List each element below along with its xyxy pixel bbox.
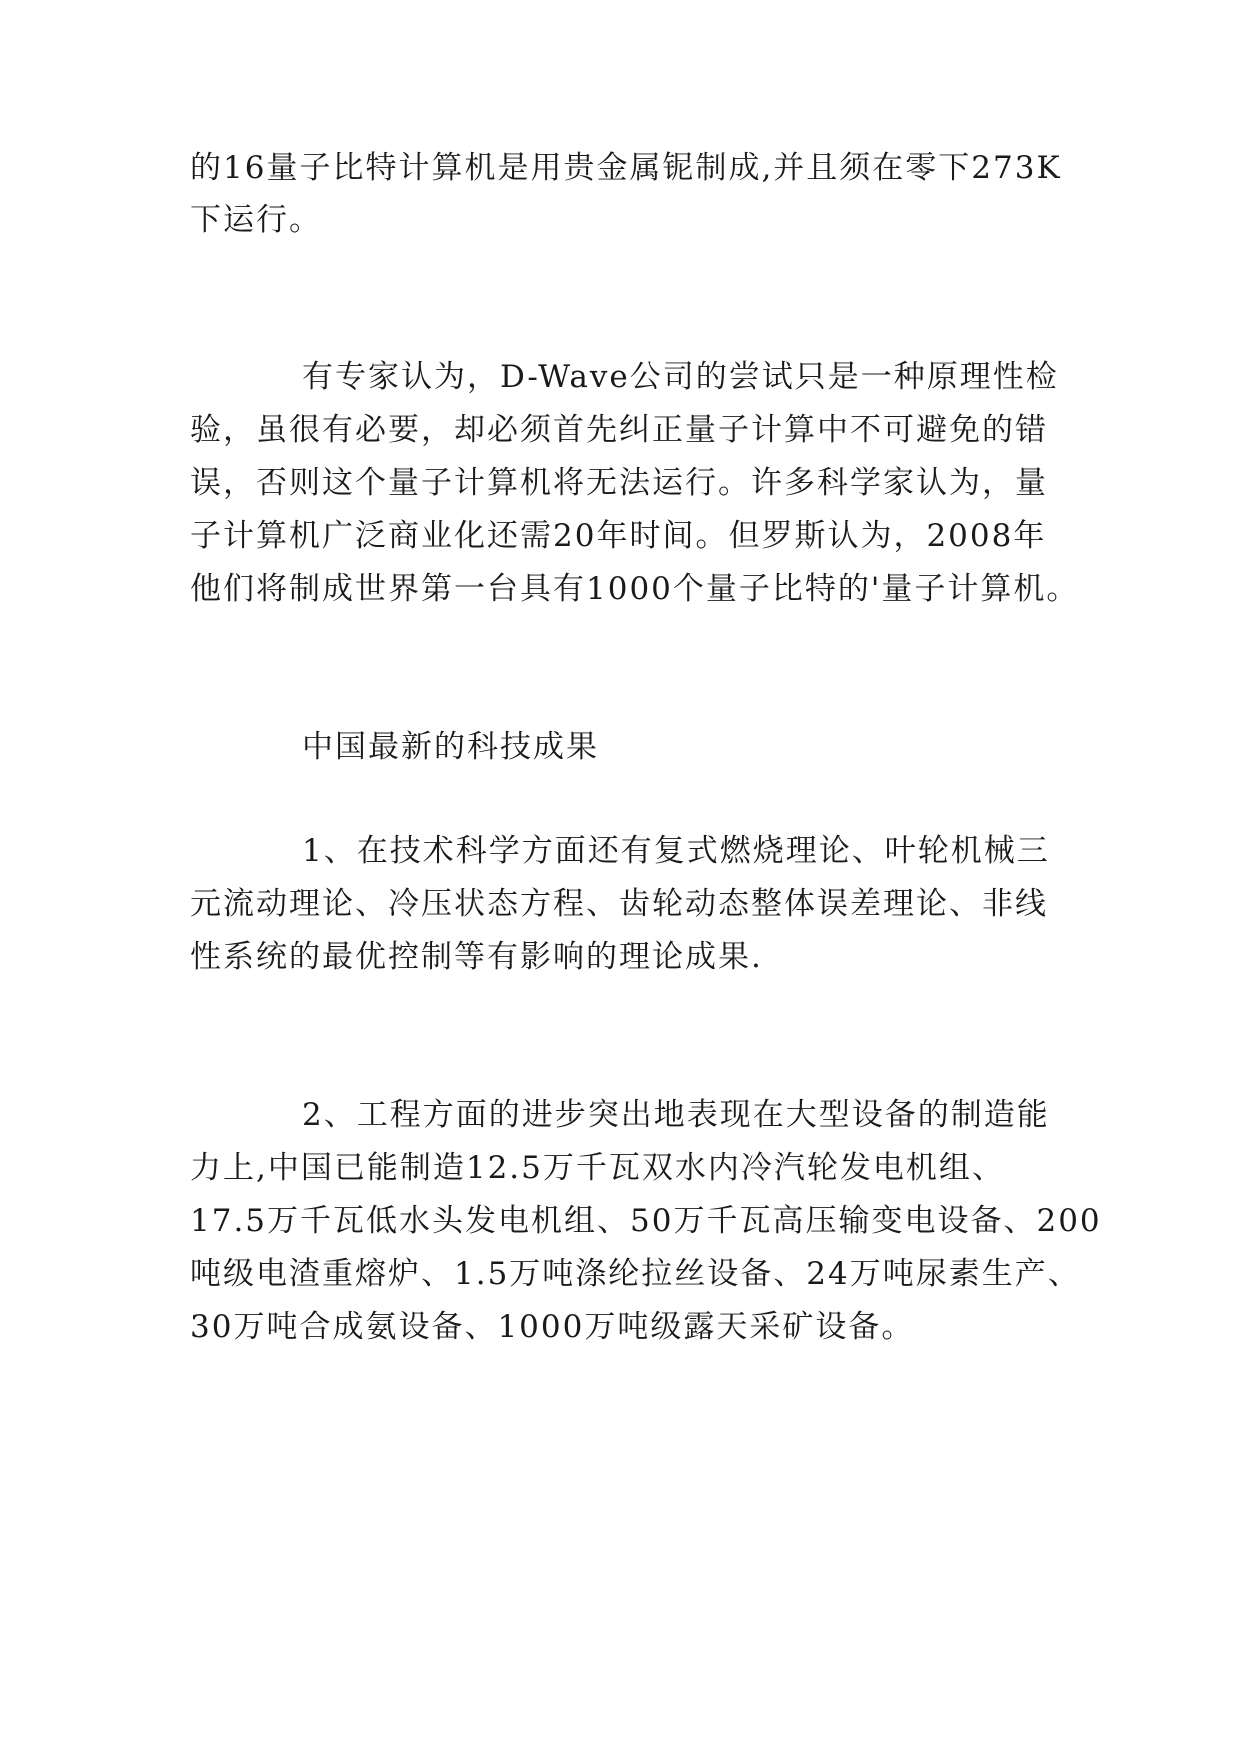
text-line: 验，虽很有必要，却必须首先纠正量子计算中不可避免的错 (190, 412, 1048, 448)
text-line: 的16量子比特计算机是用贵金属铌制成,并且须在零下273K (190, 150, 1062, 186)
text-line: 元流动理论、冷压状态方程、齿轮动态整体误差理论、非线 (190, 886, 1048, 922)
text-line: 1、在技术科学方面还有复式燃烧理论、叶轮机械三 (302, 833, 1050, 869)
text-line: 力上,中国已能制造12.5万千瓦双水内冷汽轮发电机组、 (190, 1150, 1005, 1186)
text-line: 17.5万千瓦低水头发电机组、50万千瓦高压输变电设备、200 (190, 1203, 1102, 1239)
text-line: 子计算机广泛商业化还需20年时间。但罗斯认为，2008年 (190, 518, 1047, 554)
text-line: 性系统的最优控制等有影响的理论成果. (190, 939, 763, 975)
text-line: 有专家认为，D-Wave公司的尝试只是一种原理性检 (302, 359, 1059, 395)
section-heading: 中国最新的科技成果 (302, 729, 599, 765)
text-line: 2、工程方面的进步突出地表现在大型设备的制造能 (302, 1097, 1050, 1133)
text-line: 他们将制成世界第一台具有1000个量子比特的'量子计算机。 (190, 571, 1080, 607)
text-line: 吨级电渣重熔炉、1.5万吨涤纶拉丝设备、24万吨尿素生产、 (190, 1256, 1081, 1292)
text-line: 下运行。 (190, 202, 322, 238)
text-line: 30万吨合成氨设备、1000万吨级露天采矿设备。 (190, 1309, 915, 1345)
text-line: 误，否则这个量子计算机将无法运行。许多科学家认为，量 (190, 465, 1048, 501)
